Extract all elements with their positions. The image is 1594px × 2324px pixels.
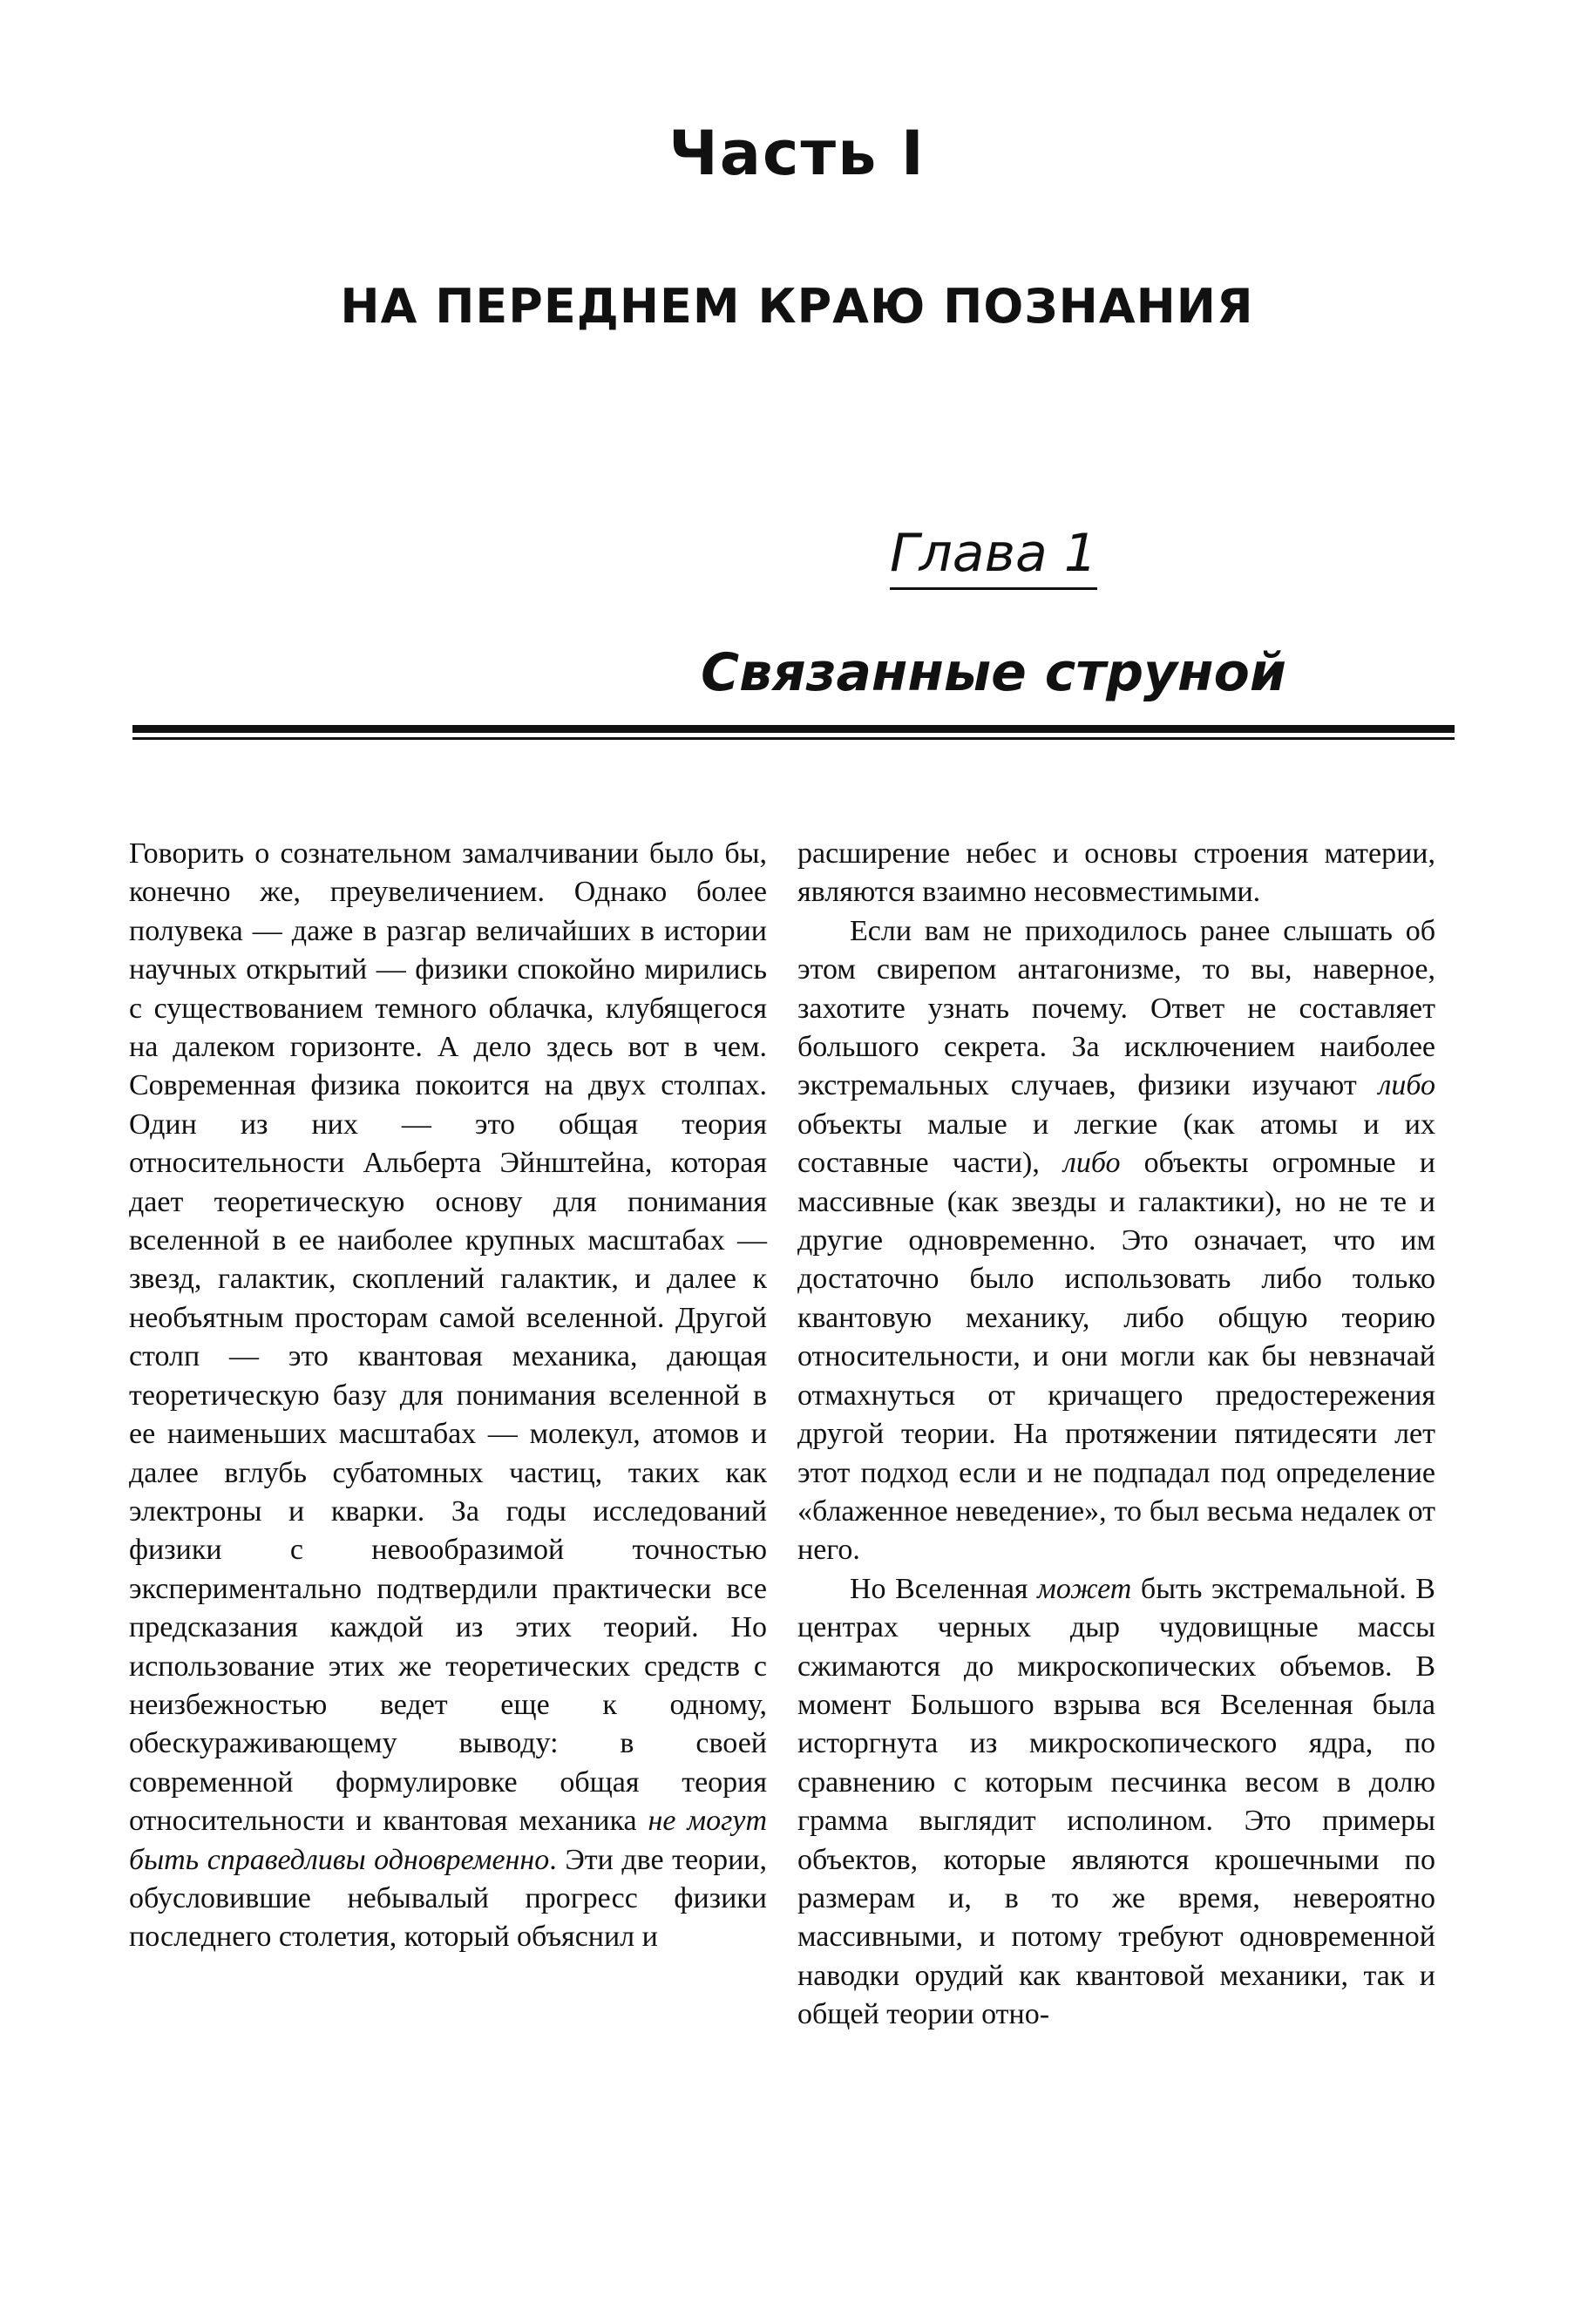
chapter-heading [523, 523, 1464, 703]
emphasis: либо [1378, 1069, 1435, 1102]
emphasis: не могут быть справедливы одновременно [129, 1805, 767, 1876]
chapter-rule-thin [132, 737, 1455, 740]
part-subtitle: НА ПЕРЕДНЕМ КРАЮ ПОЗНАНИЯ [340, 279, 1254, 334]
emphasis: либо [1063, 1147, 1121, 1180]
text-column-left [129, 835, 767, 1957]
paragraph [797, 912, 1435, 1570]
text-run: объекты малые и легкие (как атомы и их составные части), [797, 1108, 1435, 1180]
text-run: Но Вселенная [850, 1572, 1038, 1605]
text-run: Если вам не приходилось ранее слышать об этом свирепом антагонизме, то вы, наверное, захотите узнать почему. Ответ не составляет большого секрета. За исключением наиболее экстремальных случаев, физики изучают [797, 914, 1435, 1102]
paragraph [797, 1570, 1435, 2035]
chapter-rule-thick [132, 725, 1455, 733]
part-title: Часть I [668, 118, 926, 189]
text-run: объекты огромные и массивные (как звезды и галактики), но не те и другие одновременно. Это означает, что им достаточно было использовать либо только квантовую механику, либо общую теорию относительности, и они могли как бы невзначай отмахнуться от кричащего предостережения другой теории. На протяжении пятидесяти лет этот подход если и не подпадал под определение «блаженное неведение», то был весьма недалек от него. [797, 1147, 1435, 1567]
paragraph: расширение небес и основы строения материи, являются взаимно несовместимыми. [797, 837, 1435, 909]
text-run: Говорить о сознательном замалчивании было бы, конечно же, преувеличением. Однако более полувека — даже в разгар величайших в истории научных открытий — физики спокойно мирились с существованием темного облачка, клубящегося на далеком горизонте. А дело здесь вот в чем. Современная физика покоится на двух столпах. Один из них — это общая теория относительности Альберта Эйнштейна, которая дает теоретическую основу для понимания вселенной в ее наиболее крупных масштабах — звезд, галактик, скоплений галактик, и далее к необъятным просторам самой вселенной. Другой столп — это квантовая механика, дающая теоретическую базу для понимания вселенной в ее наименьших масштабах — молекул, атомов и далее вглубь субатомных частиц, таких как электроны и кварки. За годы исследований физики с невообразимой точностью экспериментально подтвердили практически все предсказания каждой из этих теорий. Но использование этих же теоретических средств с неизбежностью ведет еще к одному, обескураживающему выводу: в своей современной формулировке общая теория относительности и квантовая механика [129, 837, 767, 1838]
chapter-label: Глава 1 [890, 523, 1097, 590]
text-column-right [797, 835, 1435, 2035]
text-run: . Эти две теории, обусловившие небывалый прогресс физики последнего столетия, который объяснил и [129, 1843, 768, 1954]
emphasis: может [1037, 1572, 1132, 1605]
text-run: быть экстремальной. В центрах черных дыр чудовищные массы сжимаются до микроскопических объемов. В момент Большого взрыва вся Вселенная была исторгнута из микроскопического ядра, по сравнению с которым песчинка весом в долю грамма выглядит исполином. Это примеры объектов, которые являются крошечными по размерам и, в то же время, невероятно массивными, и потому требуют одновременной наводки орудий как квантовой механики, так и общей теории отно- [797, 1572, 1435, 2031]
paragraph [129, 835, 767, 1957]
chapter-title: Связанные струной [701, 642, 1286, 703]
